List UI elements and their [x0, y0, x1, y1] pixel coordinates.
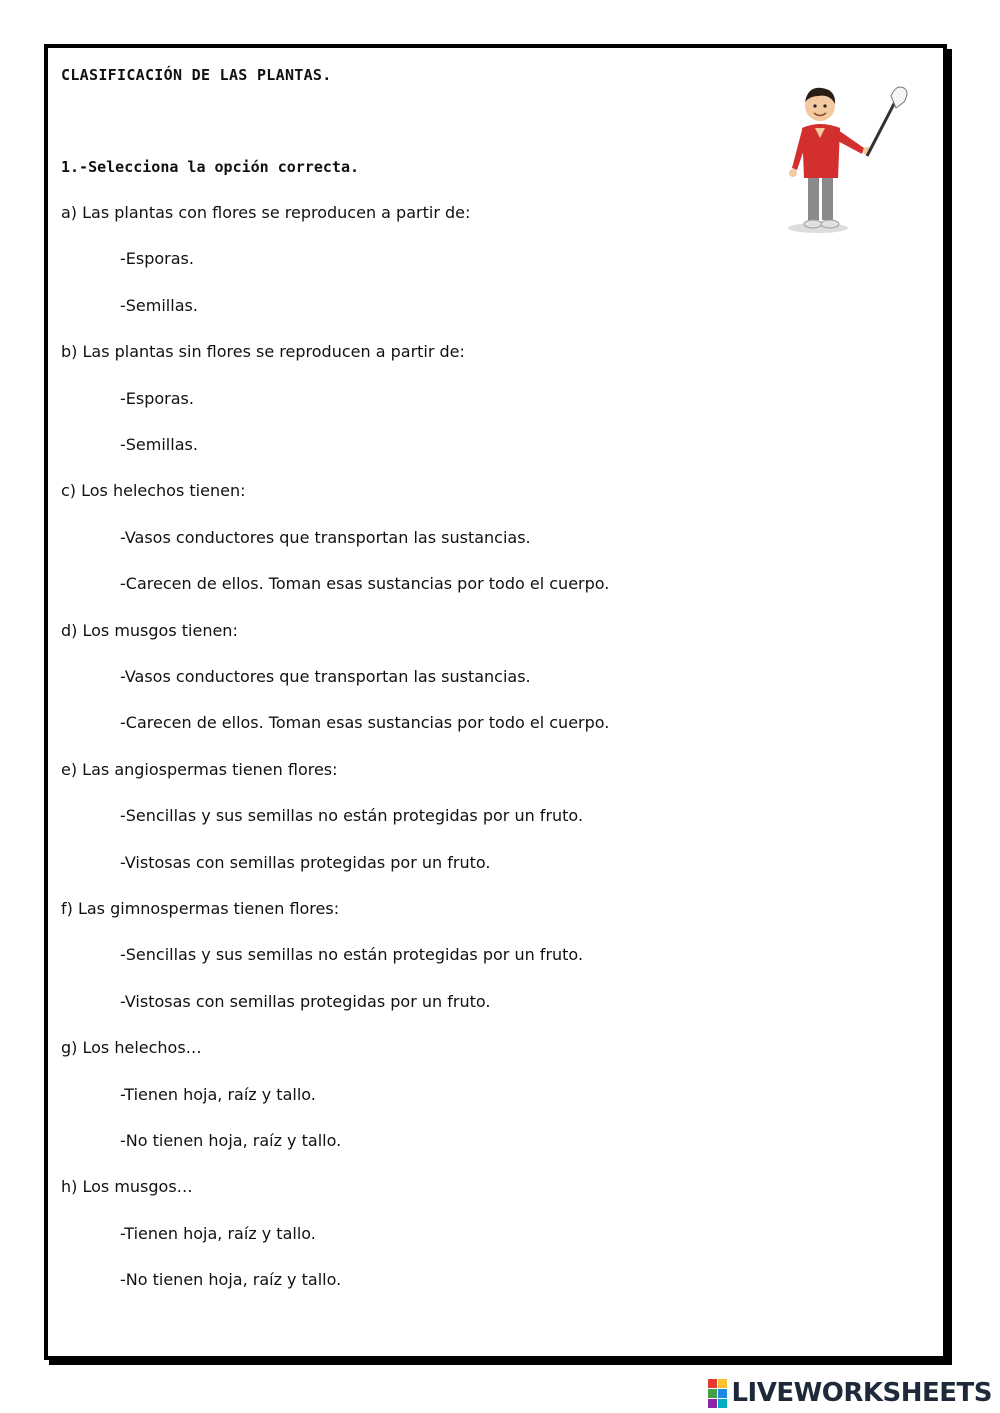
answer-option[interactable]: -Tienen hoja, raíz y tallo.: [120, 1084, 316, 1104]
logo-square: [708, 1399, 717, 1408]
answer-option[interactable]: -Vistosas con semillas protegidas por un fruto.: [120, 991, 491, 1011]
answer-option[interactable]: -Vistosas con semillas protegidas por un fruto.: [120, 852, 491, 872]
liveworksheets-logo-icon: [708, 1379, 727, 1408]
answer-option[interactable]: -No tienen hoja, raíz y tallo.: [120, 1131, 342, 1150]
logo-square: [708, 1379, 717, 1388]
question-text: b) Las plantas sin flores se reproducen a partir de:: [61, 342, 465, 362]
question-text: a) Las plantas con flores se reproducen a partir de:: [61, 203, 471, 222]
answer-option[interactable]: -Sencillas y sus semillas no están protegidas por un fruto.: [120, 806, 584, 826]
answer-option[interactable]: -Semillas.: [120, 435, 198, 454]
answer-option[interactable]: -Sencillas y sus semillas no están protegidas por un fruto.: [120, 945, 584, 965]
answer-option[interactable]: -Esporas.: [120, 388, 194, 408]
liveworksheets-brand: LIVEWORKSHEETS: [731, 1378, 992, 1408]
worksheet-title: CLASIFICACIÓN DE LAS PLANTAS.: [61, 66, 332, 84]
liveworksheets-footer: [708, 1376, 992, 1410]
logo-square: [708, 1389, 717, 1398]
logo-square: [718, 1399, 727, 1408]
question-text: h) Los musgos…: [61, 1177, 193, 1197]
answer-option[interactable]: -Vasos conductores que transportan las sustancias.: [120, 667, 531, 686]
exercise-instruction: 1.-Selecciona la opción correcta.: [61, 158, 360, 176]
answer-option[interactable]: -Vasos conductores que transportan las sustancias.: [120, 527, 531, 547]
answer-option[interactable]: -Semillas.: [120, 295, 198, 315]
answer-option[interactable]: -Carecen de ellos. Toman esas sustancias por todo el cuerpo.: [120, 713, 610, 733]
answer-option[interactable]: -No tienen hoja, raíz y tallo.: [120, 1270, 342, 1290]
answer-option[interactable]: -Tienen hoja, raíz y tallo.: [120, 1223, 316, 1243]
answer-option[interactable]: -Carecen de ellos. Toman esas sustancias por todo el cuerpo.: [120, 574, 610, 594]
logo-square: [718, 1389, 727, 1398]
question-text: e) Las angiospermas tienen flores:: [61, 759, 338, 779]
question-text: g) Los helechos…: [61, 1038, 202, 1058]
worksheet-frame: [44, 44, 947, 1360]
question-text: c) Los helechos tienen:: [61, 481, 246, 501]
question-text: f) Las gimnospermas tienen flores:: [61, 899, 340, 918]
teacher-avatar-icon: [778, 78, 918, 238]
answer-option[interactable]: -Esporas.: [120, 249, 194, 269]
question-text: d) Los musgos tienen:: [61, 620, 238, 640]
logo-square: [718, 1379, 727, 1388]
